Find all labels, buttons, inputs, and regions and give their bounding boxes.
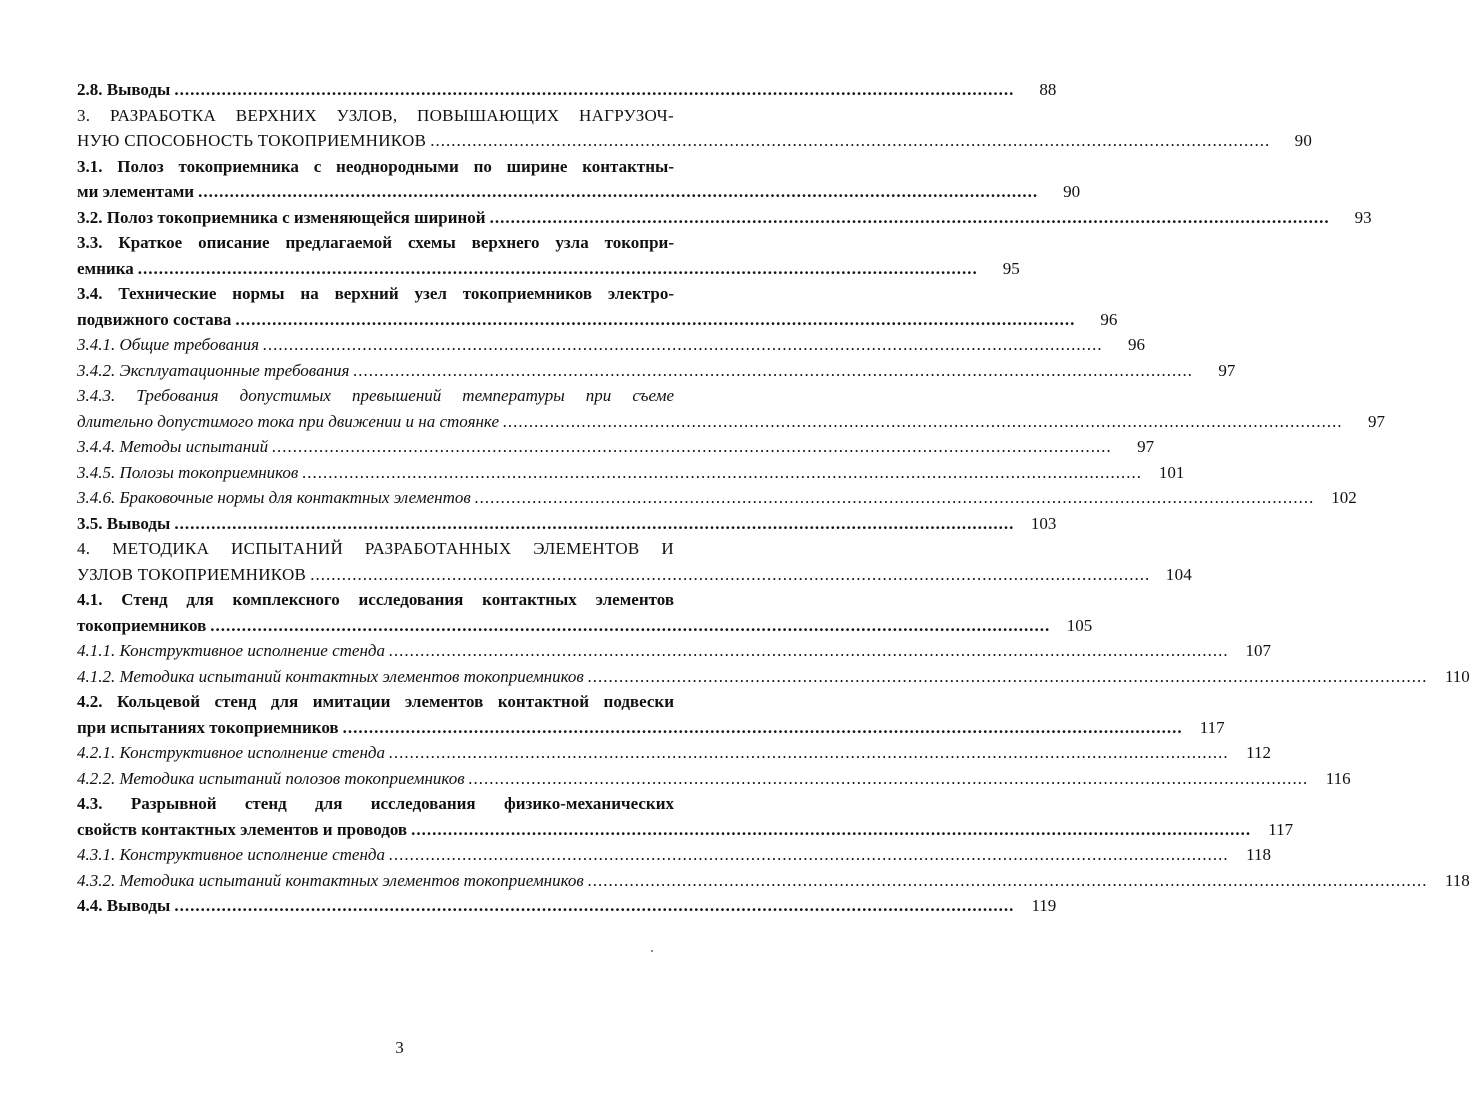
toc-page-number: 102	[1331, 488, 1357, 507]
toc-entry-title: 3.3. Краткое описание предлагаемой схемы верхнего узла токопри-	[77, 233, 674, 252]
toc-page-number: 90	[1063, 182, 1081, 201]
toc-entry	[77, 358, 1236, 384]
toc-leader-dots: ................................................................................................................................................................	[474, 488, 1315, 507]
toc-leader-dots: ................................................................................................................................................................	[468, 768, 1309, 788]
toc-entry-title: 3.1. Полоз токоприемника с неоднородными по ширине контактны-	[77, 156, 674, 176]
toc-entry	[77, 791, 1294, 842]
toc-line	[77, 103, 712, 129]
toc-entry-title: 3.4. Технические нормы на верхний узел токоприемников электро-	[77, 284, 674, 303]
toc-leader-dots: ................................................................................................................................................................	[174, 513, 1015, 533]
toc-leader-dots: ................................................................................................................................................................	[388, 641, 1229, 660]
toc-entry	[77, 103, 1313, 154]
toc-line	[77, 230, 712, 256]
toc-page-number: 97	[1137, 437, 1155, 456]
toc-page-number: 117	[1268, 819, 1294, 839]
toc-entry-title: 3.4.4. Методы испытаний	[77, 437, 269, 456]
toc-line	[77, 77, 1057, 103]
toc-entry	[77, 842, 1271, 868]
toc-line	[77, 154, 712, 180]
toc-page-number: 104	[1165, 564, 1193, 584]
toc-entry-title: 3.5. Выводы	[77, 513, 171, 533]
toc-entry	[77, 587, 1093, 638]
toc-entry	[77, 740, 1271, 766]
toc-entry-title: токоприемников	[77, 615, 207, 635]
toc-entry	[77, 383, 1385, 434]
toc-page-number: 117	[1199, 717, 1225, 737]
toc-entry-title: 4.1.2. Методика испытаний контактных элементов токоприемников	[77, 666, 584, 686]
toc-leader-dots: ................................................................................................................................................................	[489, 207, 1330, 227]
toc-line	[77, 511, 1057, 537]
toc-page-number: 95	[1002, 258, 1020, 278]
toc-leader-dots: ................................................................................................................................................................	[353, 360, 1194, 380]
toc-line	[77, 256, 1020, 282]
toc-entry	[77, 205, 1372, 231]
toc-entry-title: 2.8. Выводы	[77, 80, 171, 99]
toc-entry	[77, 868, 1470, 894]
toc-page-number: 118	[1246, 845, 1271, 864]
toc-page-number: 118	[1444, 870, 1470, 890]
toc-entry	[77, 664, 1470, 690]
toc-leader-dots: ................................................................................................................................................................	[411, 819, 1252, 839]
toc-entry	[77, 77, 1057, 103]
toc-entry	[77, 332, 1145, 358]
toc-entry-title: 4.1.1. Конструктивное исполнение стенда	[77, 641, 385, 660]
toc-entry-title: 4.3. Разрывной стенд для исследования физико-механических	[77, 794, 674, 813]
toc-line	[77, 460, 1185, 486]
stray-dot	[651, 950, 653, 952]
toc-line	[77, 842, 1271, 868]
toc-entry	[77, 230, 1020, 281]
toc-entry-title: 4.1. Стенд для комплексного исследования контактных элементов	[77, 590, 674, 609]
toc-line	[77, 562, 1193, 588]
toc-leader-dots: ................................................................................................................................................................	[388, 845, 1229, 864]
toc-leader-dots: ................................................................................................................................................................	[342, 717, 1183, 737]
toc-leader-dots: ................................................................................................................................................................	[302, 462, 1143, 482]
toc-line	[77, 715, 1225, 741]
toc-line	[77, 638, 1271, 664]
toc-entry-title: 3.4.1. Общие требования	[77, 335, 259, 354]
toc-line	[77, 536, 712, 562]
toc-leader-dots: ................................................................................................................................................................	[137, 258, 978, 278]
toc-line	[77, 766, 1351, 792]
toc-leader-dots: ................................................................................................................................................................	[272, 437, 1113, 456]
toc-entry-title: подвижного состава	[77, 309, 232, 329]
toc-leader-dots: ................................................................................................................................................................	[235, 309, 1076, 329]
toc-line	[77, 205, 1372, 231]
toc-page-number: 96	[1100, 309, 1118, 329]
toc-leader-dots: ................................................................................................................................................................	[174, 80, 1015, 99]
toc-leader-dots: ................................................................................................................................................................	[430, 131, 1271, 150]
toc-entry-title: 4.2.1. Конструктивное исполнение стенда	[77, 743, 385, 762]
toc-entry-title: 4.2.2. Методика испытаний полозов токоприемников	[77, 768, 465, 788]
toc-entry	[77, 460, 1185, 486]
toc-entry	[77, 154, 1081, 205]
page-number: 3	[395, 1038, 404, 1057]
toc-line	[77, 307, 1118, 333]
toc-line	[77, 358, 1236, 384]
toc-leader-dots: ................................................................................................................................................................	[587, 870, 1428, 890]
toc-entry-title: 4.2. Кольцевой стенд для имитации элементов контактной подвески	[77, 692, 674, 711]
toc-page-number: 101	[1158, 462, 1185, 482]
toc-entry	[77, 485, 1357, 511]
toc-line	[77, 817, 1294, 843]
toc-page-number: 88	[1039, 80, 1057, 99]
toc-line	[77, 179, 1081, 205]
toc-line	[77, 409, 1385, 435]
toc-line	[77, 689, 712, 715]
toc-page-number: 116	[1325, 768, 1351, 788]
toc-page-number: 96	[1127, 335, 1145, 354]
toc-entry	[77, 766, 1351, 792]
toc-entry-title: 3.4.3. Требования допустимых превышений температуры при съеме	[77, 386, 674, 405]
toc-entry-title: 3.4.6. Браковочные нормы для контактных элементов	[77, 488, 471, 507]
toc-entry-title: 3.2. Полоз токоприемника с изменяющейся шириной	[77, 207, 486, 227]
toc-page-number: 110	[1444, 666, 1470, 686]
toc-leader-dots: ................................................................................................................................................................	[174, 896, 1015, 915]
toc-entry-title: емника	[77, 258, 134, 278]
toc-entry-title: длительно допустимого тока при движении и на стоянке	[77, 411, 499, 431]
toc-page-number: 97	[1368, 411, 1385, 431]
toc-entry-title: свойств контактных элементов и проводов	[77, 819, 408, 839]
toc-line	[77, 868, 1470, 894]
toc-entry-title: ми элементами	[77, 182, 195, 201]
table-of-contents	[77, 77, 1470, 919]
toc-leader-dots: ................................................................................................................................................................	[503, 411, 1343, 431]
toc-entry-title: 3.4.5. Полозы токоприемников	[77, 462, 299, 482]
toc-entry	[77, 434, 1155, 460]
toc-entry-title: НУЮ СПОСОБНОСТЬ ТОКОПРИЕМНИКОВ	[77, 131, 427, 150]
toc-entry-title: при испытаниях токоприемников	[77, 717, 339, 737]
toc-line	[77, 587, 712, 613]
toc-entry	[77, 638, 1271, 664]
toc-entry	[77, 689, 1225, 740]
toc-entry-title: 4.4. Выводы	[77, 896, 171, 915]
toc-line	[77, 128, 1313, 154]
toc-entry-title: УЗЛОВ ТОКОПРИЕМНИКОВ	[77, 564, 307, 584]
toc-page-number: 105	[1066, 615, 1093, 635]
toc-leader-dots: ................................................................................................................................................................	[210, 615, 1051, 635]
toc-page-number: 97	[1218, 360, 1236, 380]
toc-leader-dots: ................................................................................................................................................................	[587, 666, 1428, 686]
toc-line	[77, 791, 712, 817]
toc-leader-dots: ................................................................................................................................................................	[388, 743, 1229, 762]
toc-line	[77, 740, 1271, 766]
toc-leader-dots: ................................................................................................................................................................	[310, 564, 1151, 584]
toc-line	[77, 613, 1093, 639]
toc-entry-title: 3. РАЗРАБОТКА ВЕРХНИХ УЗЛОВ, ПОВЫШАЮЩИХ НАГРУЗОЧ-	[77, 105, 674, 125]
toc-line	[77, 893, 1057, 919]
toc-line	[77, 434, 1155, 460]
toc-entry-title: 3.4.2. Эксплуатационные требования	[77, 360, 350, 380]
toc-entry	[77, 511, 1057, 537]
toc-page-number: 93	[1354, 207, 1372, 227]
toc-entry-title: 4.3.1. Конструктивное исполнение стенда	[77, 845, 385, 864]
toc-line	[77, 485, 1357, 511]
toc-line	[77, 281, 712, 307]
toc-page-number: 107	[1245, 641, 1271, 660]
toc-entry	[77, 893, 1057, 919]
toc-entry	[77, 281, 1118, 332]
toc-leader-dots: ................................................................................................................................................................	[198, 182, 1039, 201]
toc-line	[77, 383, 712, 409]
toc-leader-dots: ................................................................................................................................................................	[262, 335, 1103, 354]
toc-entry-title: 4. МЕТОДИКА ИСПЫТАНИЙ РАЗРАБОТАННЫХ ЭЛЕМЕНТОВ И	[77, 539, 674, 558]
toc-page-number: 112	[1246, 743, 1271, 762]
toc-entry-title: 4.3.2. Методика испытаний контактных элементов токоприемников	[77, 870, 584, 890]
toc-page-number: 90	[1294, 131, 1313, 150]
toc-page-number: 119	[1031, 896, 1057, 915]
toc-line	[77, 664, 1470, 690]
toc-line	[77, 332, 1145, 358]
toc-entry	[77, 536, 1193, 587]
toc-page-number: 103	[1030, 513, 1057, 533]
